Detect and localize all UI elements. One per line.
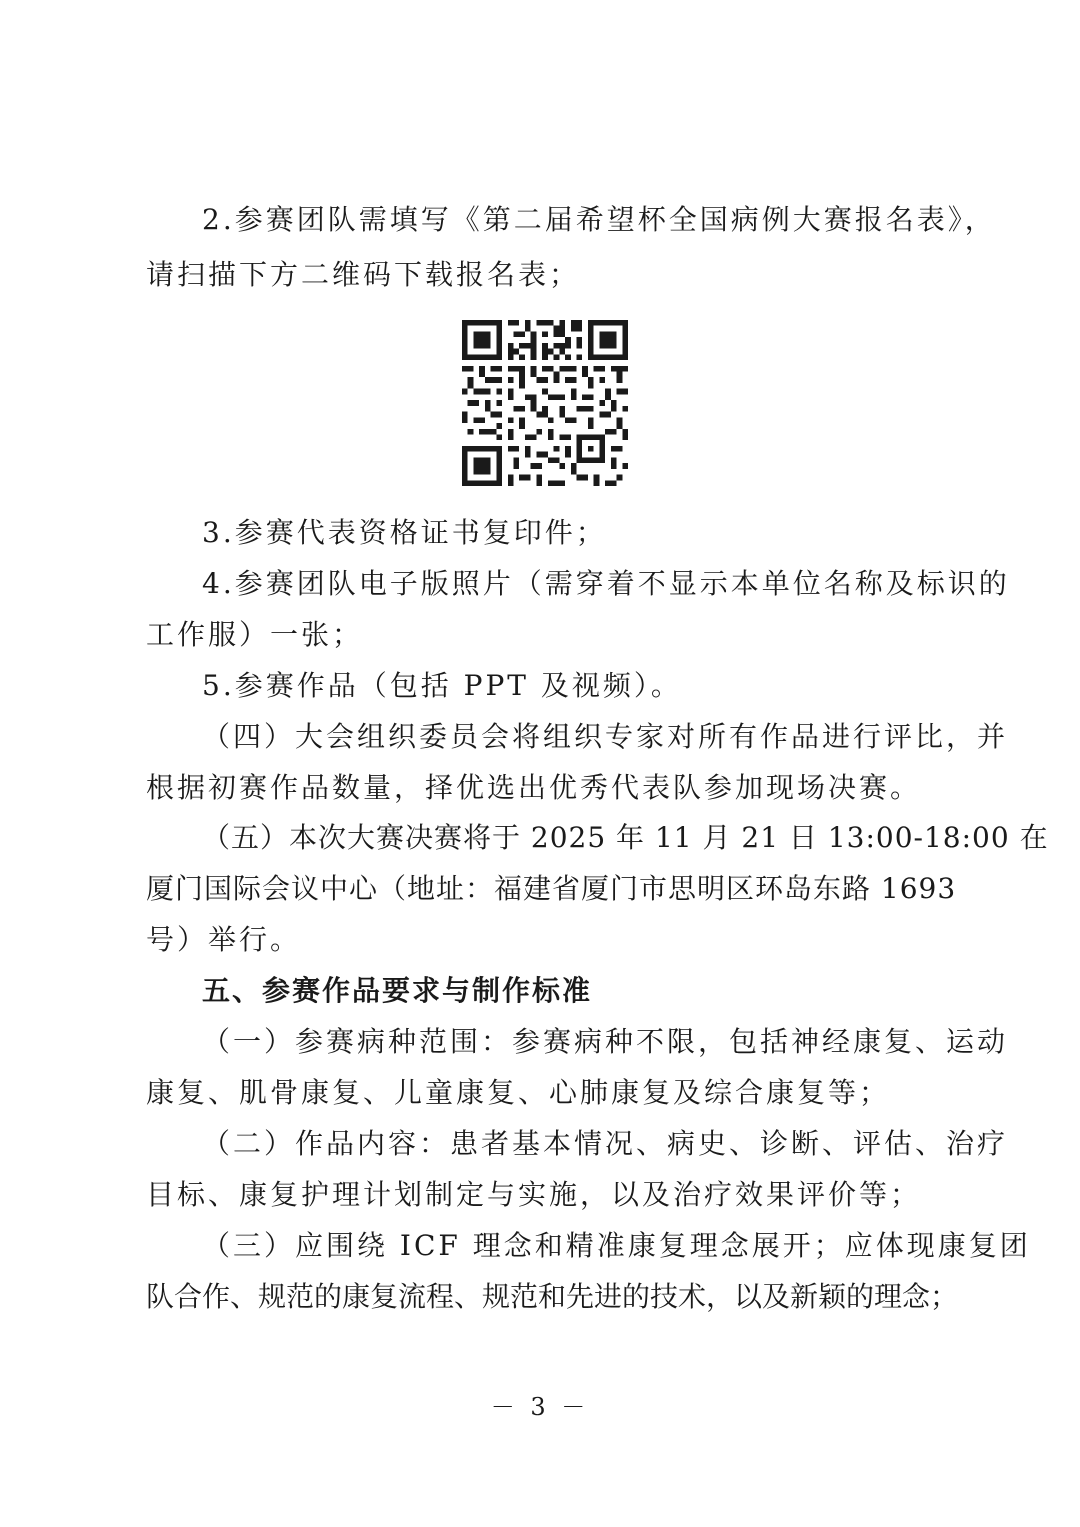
paragraph-line-item4-cont: 工作服）一张； (146, 618, 364, 651)
paragraph-line-section5-end: 号）举行。 (146, 923, 302, 956)
paragraph-line-req2-cont: 目标、康复护理计划制定与实施，以及治疗效果评价等； (146, 1178, 922, 1211)
paragraph-line-section4-cont: 根据初赛作品数量，择优选出优秀代表队参加现场决赛。 (146, 771, 922, 804)
paragraph-line-section5-cont: 厦门国际会议中心（地址：福建省厦门市思明区环岛东路 1693 (146, 872, 957, 905)
paragraph-line-section4: （四）大会组织委员会将组织专家对所有作品进行评比，并 (202, 720, 1009, 753)
paragraph-line-req2: （二）作品内容：患者基本情况、病史、诊断、评估、治疗 (202, 1127, 1009, 1160)
paragraph-line-item3: 3.参赛代表资格证书复印件； (202, 516, 607, 549)
paragraph-line-req1-cont: 康复、肌骨康复、儿童康复、心肺康复及综合康复等； (146, 1076, 891, 1109)
section-heading: 五、参赛作品要求与制作标准 (202, 974, 593, 1007)
paragraph-line-item4: 4.参赛团队电子版照片（需穿着不显示本单位名称及标识的 (202, 567, 1010, 600)
paragraph-line-req1: （一）参赛病种范围：参赛病种不限，包括神经康复、运动 (202, 1025, 1009, 1058)
paragraph-line-req3: （三）应围绕 ICF 理念和精准康复理念展开；应体现康复团 (202, 1229, 1031, 1262)
paragraph-line-item2-cont: 请扫描下方二维码下载报名表； (146, 258, 581, 291)
paragraph-line-req3-cont: 队合作、规范的康复流程、规范和先进的技术，以及新颖的理念； (146, 1280, 959, 1313)
paragraph-line-section5: （五）本次大赛决赛将于 2025 年 11 月 21 日 13:00-18:00 在 (202, 821, 1049, 854)
paragraph-line-item5: 5.参赛作品（包括 PPT 及视频）。 (202, 669, 682, 702)
paragraph-line-item2: 2.参赛团队需填写《第二届希望杯全国病例大赛报名表》， (202, 203, 996, 236)
qr-code (462, 320, 628, 486)
page-number: － 3 － (490, 1393, 590, 1421)
